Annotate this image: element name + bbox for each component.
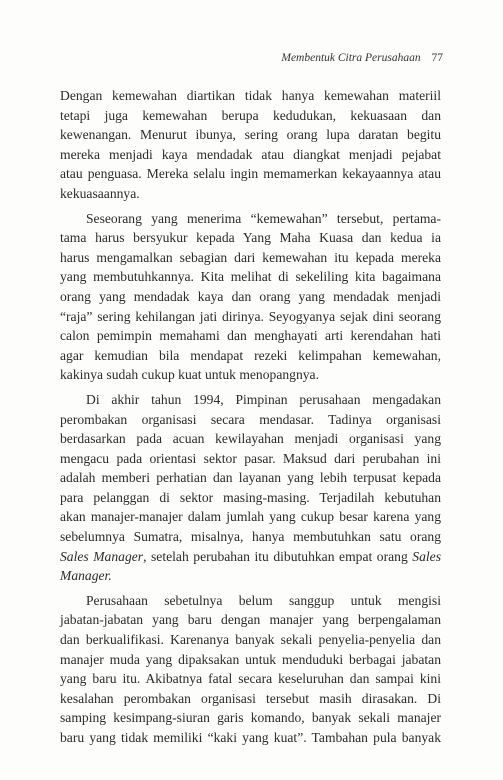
text-line: tama harus bersyukur kepada Yang Maha Kuasa dan kedua ia — [60, 230, 441, 246]
text-line: manajer muda yang dipaksakan untuk menduduki berbagai jabatan — [60, 651, 441, 667]
page-number: 77 — [431, 52, 443, 64]
text-line: orang yang mendadak kaya dan orang yang mendadak menjadi — [60, 288, 441, 304]
text-line: kekuasaannya. — [60, 185, 140, 201]
chapter-title: Membentuk Citra Perusahaan — [281, 52, 421, 64]
paragraph-2 — [60, 209, 441, 385]
paragraph-1 — [60, 86, 441, 204]
body-text — [60, 86, 441, 748]
text-line: agar kemudian bila mendapat rezeki kelimpahan kemewahan, — [60, 347, 441, 363]
text-line: berdasarkan pada acuan kewilayahan menjadi organisasi yang — [60, 431, 441, 447]
text-line: akan manajer-manajer dalam jumlah yang cukup besar karena yang — [60, 509, 441, 525]
text-line: yang membutuhkannya. Kita melihat di sekeliling kita bagaimana — [60, 269, 441, 285]
text-line: para pelanggan di sektor masing-masing. Terjadilah kebutuhan — [60, 489, 441, 505]
text-line: kakinya sudah cukup kuat untuk menopangnya. — [60, 367, 319, 383]
text-line: calon pemimpin memahami dan menghayati arti kerendahan hati — [60, 328, 441, 344]
text-line: harus mengamalkan sebagian dari kemewahan itu kepada mereka — [60, 249, 441, 265]
text-segment: , setelah perubahan itu dibutuhkan empat orang — [143, 548, 413, 564]
running-header — [281, 52, 443, 64]
italic-term: Sales Manager — [60, 548, 144, 564]
italic-term: Sales — [412, 548, 441, 564]
text-line: atau penguasa. Mereka selalu ingin memamerkan kekayaannya atau — [60, 166, 441, 182]
text-line: kewenangan. Menurut ibunya, sering orang lupa daratan begitu — [60, 127, 441, 143]
text-line: mereka menjadi kaya mendadak atau diangkat menjadi pejabat — [60, 146, 441, 162]
text-line: perombakan organisasi secara mendasar. Tadinya organisasi — [60, 411, 441, 427]
text-line: sebelumnya Sumatra, misalnya, hanya membutuhkan satu orang — [60, 529, 441, 545]
text-line: Manager. — [60, 568, 112, 584]
text-line: dan berkualifikasi. Karenanya banyak sekali penyelia-penyelia dan — [60, 632, 441, 648]
text-line: Di akhir tahun 1994, Pimpinan perusahaan mengadakan — [86, 391, 441, 407]
text-line: tetapi juga kemewahan berupa kedudukan, kekuasaan dan — [60, 107, 441, 123]
text-line: Dengan kemewahan diartikan tidak hanya kemewahan materiil — [60, 88, 441, 103]
text-line: baru yang tidak memiliki “kaki yang kuat”. Tambahan pula banyak — [60, 730, 441, 745]
text-line: Perusahaan sebetulnya belum sanggup untuk mengisi — [86, 592, 441, 608]
text-line — [60, 547, 441, 567]
text-line: samping kesimpang-siuran garis komando, banyak sekali manajer — [60, 710, 441, 726]
text-line: mengacu pada orientasi sektor pasar. Maksud dari perubahan ini — [60, 450, 441, 466]
text-line: Seseorang yang menerima “kemewahan” tersebut, pertama- — [86, 210, 441, 226]
text-line: yang baru itu. Akibatnya fatal secara keseluruhan dan sampai kini — [60, 671, 441, 687]
text-line: kesalahan perombakan organisasi tersebut masih dirasakan. Di — [60, 690, 441, 706]
text-line: jabatan-jabatan yang baru dengan manajer yang berpengalaman — [60, 612, 441, 628]
paragraph-4 — [60, 591, 441, 748]
text-line: “raja” sering kehilangan jati dirinya. Seyogyanya sejak dini seorang — [60, 308, 441, 324]
paragraph-3 — [60, 390, 441, 586]
text-line: adalah memberi perhatian dan layanan yang lebih terpusat kepada — [60, 470, 441, 486]
